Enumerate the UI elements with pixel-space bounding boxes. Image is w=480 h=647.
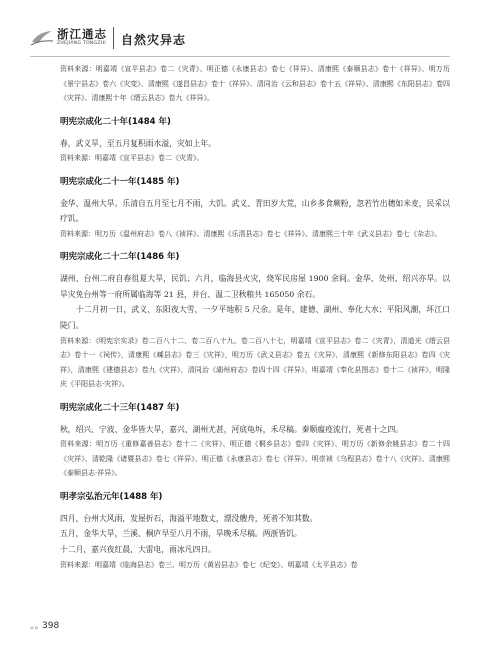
- record-paragraph: 金华、温州大旱。乐清自五月至七月不雨，大饥。武义、青田岁大荒，山乡多食蕨粉，忽若竹出穗如米麦，民采以疗饥。: [60, 198, 450, 224]
- year-heading: 明宪宗成化二十二年(1486 年): [60, 252, 180, 263]
- section-gap: [60, 106, 450, 115]
- logo-subtext: ZHEJIANG TONGZHI: [57, 41, 107, 46]
- heading-gap: [60, 264, 450, 271]
- footer-marker-icon: »»: [30, 624, 39, 632]
- page-number: 398: [42, 621, 60, 631]
- year-heading: 明宪宗成化二十一年(1485 年): [60, 176, 180, 187]
- record-paragraph: 十二月，嘉兴夜红晨，大雷电，雨冰凡四日。: [60, 544, 216, 554]
- section-gap: [60, 166, 450, 175]
- source-note: 资料来源：明嘉靖《宣平县志》卷二《灾青》。: [60, 154, 204, 163]
- source-note: 资料来源：明万历《温州府志》卷八《祯祥》、清康熙《乐清县志》卷七《祥异》、清康熙三十年《武义县志》卷七《杂志》。: [60, 229, 442, 238]
- section-gap: [60, 241, 450, 250]
- header-divider: [113, 27, 114, 49]
- record-paragraph: 五月，金华大旱，兰溪、桐庐早至八月不雨，旱晚禾尽稿。两浙皆饥。: [60, 529, 302, 539]
- header-rule: [30, 56, 450, 57]
- source-note: 资料来源：明嘉靖《临海县志》卷三、明万历《黄岩县志》卷七《纪变》、明嘉靖《太平县志》卷: [60, 560, 358, 569]
- page-footer: [30, 621, 90, 635]
- logo: [30, 26, 108, 52]
- record-paragraph: 十二月初一日，武义、东阳夜大雪，一夕平地积 5 尺余。是年，建德、湖州、奉化大水；平阳风潮，坏江口陡门。: [60, 305, 450, 331]
- source-note: 资料来源：明嘉靖《宣平县志》卷二《灾青》、明正德《永康县志》卷七《祥异》、清康熙《泰顺县志》卷十《祥异》、明万历《景宁县志》卷六《灾变》、清康熙《遂昌县志》卷十《祥异》、清同治《云和县志》卷十五《祥异》、清康熙《东阳县志》卷四《灾祥》、清康熙十年《缙云县志》卷九《祥异》。: [60, 65, 450, 102]
- heading-gap: [60, 504, 450, 511]
- logo-text: 浙江通志: [57, 27, 107, 41]
- page-body: [60, 62, 450, 572]
- year-heading: 明孝宗弘治元年(1488 年): [60, 491, 163, 502]
- source-note: 资料来源：《明宪宗实录》卷二百八十二、卷二百八十九、卷二百八十七，明嘉靖《宣平县志》卷二《灾青》，清道光《缙云县志》卷十一《祠传》，清康熙《嵊县志》卷三《灾祥》，明万历《武义县志》卷五《灾异》，清康熙《新修东阳县志》卷四《灾祥》，清康熙《建德县志》卷九《灾祥》，清同治《湖州府志》卷四十四《祥异》，明嘉靖《奉化县图志》卷十二《祯祥》，明隆庆《平阳县志·灾祥》。: [60, 336, 450, 389]
- section-title: 自然灾异志: [121, 33, 187, 47]
- section-gap: [60, 392, 450, 401]
- record-paragraph: 四月，台州大风雨，发屋折石，海溢平地数丈，漂没艘舟，死者不知其数。: [60, 513, 318, 523]
- source-note: 资料来源：明万历《重修嘉善县志》卷十二《灾祥》、明正德《桐乡县志》卷四《灾祥》、明万历《新修余姚县志》卷二十四《灾祥》、清乾隆《诸暨县志》卷七《祥异》、明正德《永康县志》卷七《祥异》、明崇祯《乌程县志》卷十八《灾祥》、清康熙《泰顺县志·祥异》。: [60, 440, 450, 478]
- logo-mark-icon: [30, 28, 54, 48]
- year-heading: 明宪宗成化二十三年(1487 年): [60, 402, 180, 413]
- record-paragraph: 秋，绍兴、宁波、金华皆大旱，嘉兴、湖州尤甚，河底龟坼，禾尽稿。秦顺瘟疫流行，死者十之四。: [60, 424, 404, 434]
- record-paragraph: 春，武义旱，至五月复积雨水溢，灾如上年。: [60, 138, 216, 148]
- year-heading: 明宪宗成化二十年(1484 年): [60, 116, 171, 127]
- page-header: [0, 0, 480, 58]
- heading-gap: [60, 415, 450, 422]
- section-gap: [60, 481, 450, 490]
- heading-gap: [60, 189, 450, 196]
- heading-gap: [60, 129, 450, 136]
- record-paragraph: 湖州、台州二府自春徂夏大旱，民饥；六月，临海县火灾，烧军民房屋 1900 余间。金华、处州、绍兴亦旱。以旱灾免台州等一府所属临海等 21 县，并台、温二卫秋粮共 165050 余石。: [60, 274, 450, 299]
